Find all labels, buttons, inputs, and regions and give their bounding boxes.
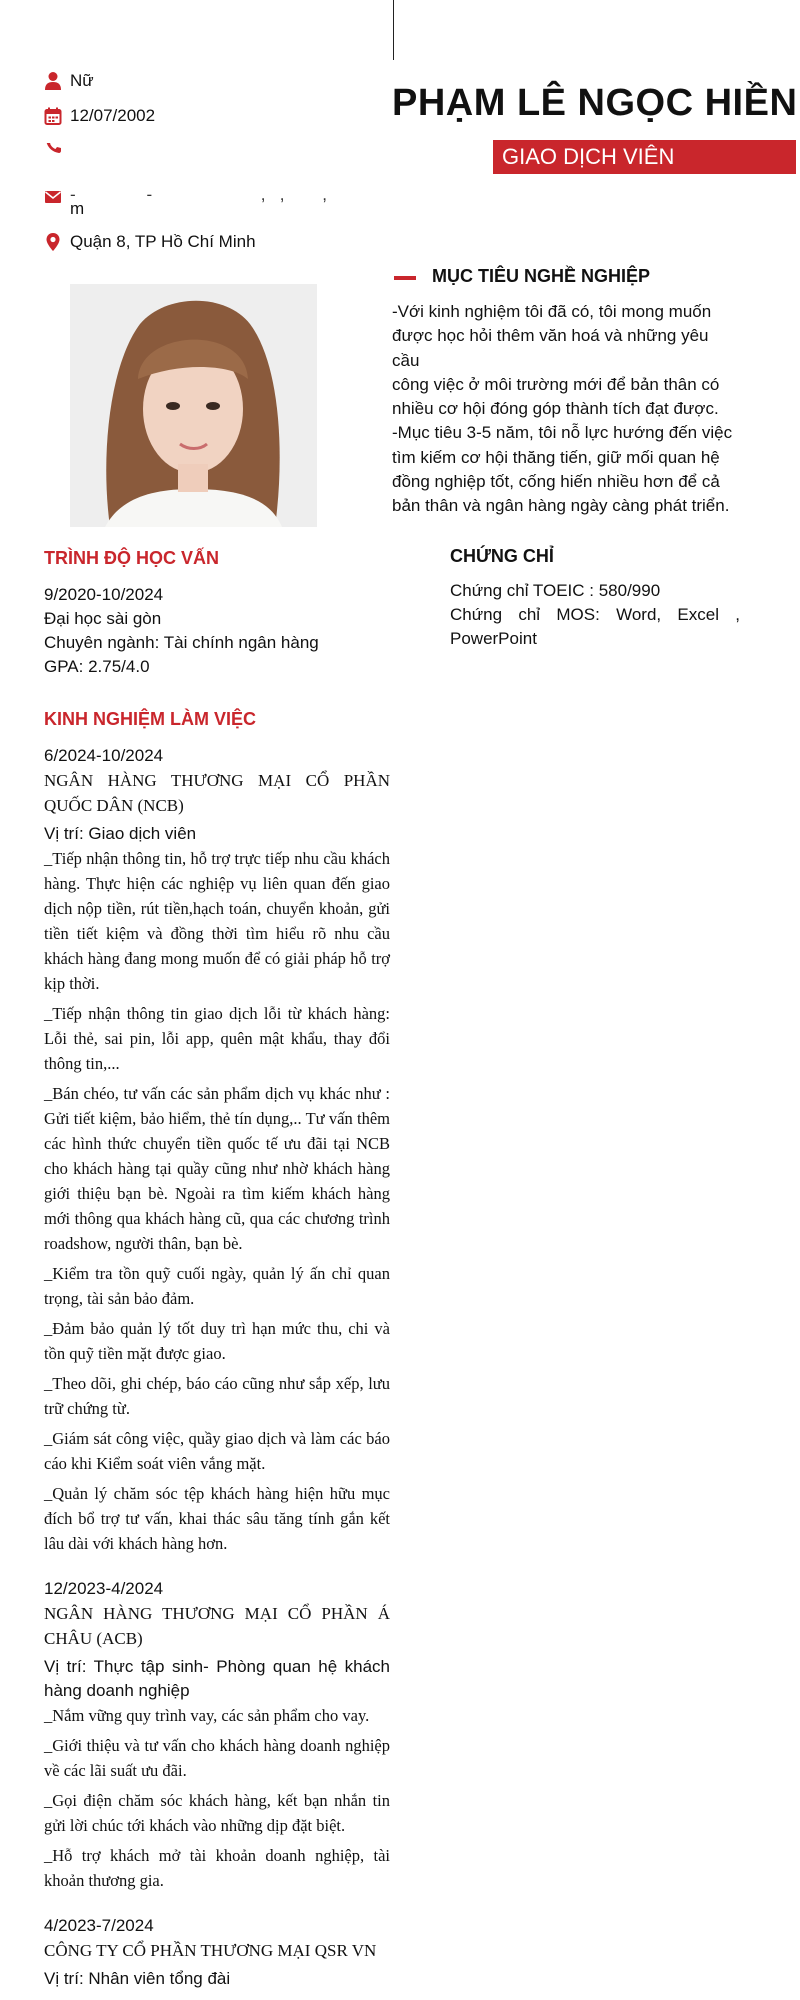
education-section	[44, 583, 319, 679]
objective-line: công việc ở môi trường mới để bản thân có	[392, 374, 720, 394]
job-bullet: _Gọi điện chăm sóc khách hàng, kết bạn nhắn tin gửi lời chúc tới khách vào những dịp đặt biệt.	[44, 1791, 390, 1835]
phone-icon	[44, 143, 62, 155]
cert-mos: Chứng chỉ MOS: Word, Excel ,	[450, 605, 740, 624]
header-divider	[393, 0, 394, 60]
objective-line: bản thân và ngân hàng ngày càng phát triển.	[392, 496, 730, 516]
job-entry-acb	[44, 1577, 390, 1898]
gender-text: Nữ	[70, 71, 94, 90]
objective-line: nhiều cơ hội đóng góp thành tích đạt được.	[392, 399, 719, 419]
job-bullet: _Kiểm tra tồn quỹ cuối ngày, quản lý ấn chỉ quan trọng, tài sản bảo đảm.	[44, 1264, 390, 1308]
objective-line: tìm kiếm cơ hội thăng tiến, giữ mối quan hệ	[392, 447, 720, 467]
job-period: 12/2023-4/2024	[44, 1579, 164, 1598]
user-icon	[44, 71, 62, 91]
job-bullet: _Giới thiệu và tư vấn cho khách hàng doanh nghiệp về các lãi suất ưu đãi.	[44, 1736, 390, 1780]
objective-accent-bar	[394, 276, 416, 280]
role-banner: GIAO DỊCH VIÊN	[493, 140, 796, 174]
job-bullet: _Tiếp nhận thông tin, hỗ trợ trực tiếp nhu cầu khách hàng. Thực hiện các nghiệp vụ liên quan đến giao dịch nộp tiền, rút tiền,hạch toán, chuyển khoản, gửi tiền tiết kiệm và đồng thời tìm hiểu rõ nhu cầu khách hàng đang mong muốn để có giải pháp hỗ trợ kịp thời.	[44, 849, 390, 993]
cert-toeic: Chứng chỉ TOEIC : 580/990	[450, 581, 661, 600]
certificates-heading: CHỨNG CHỈ	[450, 546, 554, 566]
education-gpa: GPA: 2.75/4.0	[44, 657, 150, 676]
job-bullet: _Quản lý chăm sóc tệp khách hàng hiện hữu mục đích bổ trợ tư vấn, khai thác sâu tăng tính gắn kết lâu dài với khách hàng hơn.	[44, 1484, 390, 1553]
job-period: 6/2024-10/2024	[44, 746, 164, 765]
education-heading: TRÌNH ĐỘ HỌC VẤN	[44, 548, 219, 568]
birthdate-text: 12/07/2002	[70, 106, 156, 125]
job-bullet: _Giám sát công việc, quầy giao dịch và làm các báo cáo khi Kiểm soát viên vắng mặt.	[44, 1429, 390, 1473]
experience-heading: KINH NGHIỆM LÀM VIỆC	[44, 709, 257, 729]
job-company: NGÂN HÀNG THƯƠNG MẠI CỔ PHẦN QUỐC DÂN (NCB)	[44, 771, 390, 815]
job-position: Vị trí: Thực tập sinh- Phòng quan hệ khách hàng doanh nghiệp	[44, 1657, 390, 1700]
job-company: CÔNG TY CỔ PHẦN THƯƠNG MẠI QSR VN	[44, 1941, 377, 1960]
education-school: Đại học sài gòn	[44, 609, 162, 628]
profile-photo	[70, 284, 317, 527]
objective-line: được học hỏi thêm văn hoá và những yêu cầu	[392, 326, 709, 370]
objective-line: -Với kinh nghiệm tôi đã có, tôi mong muốn	[392, 302, 712, 321]
job-bullet: _Tiếp nhận thông tin giao dịch lỗi từ khách hàng: Lỗi thẻ, sai pin, lỗi app, quên mật khẩu, thay đổi thông tin,...	[44, 1004, 390, 1073]
mail-icon	[44, 187, 62, 207]
candidate-name: PHẠM LÊ NGỌC HIỀN	[392, 82, 798, 124]
job-bullet: _Nắm vững quy trình vay, các sản phẩm cho vay.	[44, 1706, 370, 1725]
job-period: 4/2023-7/2024	[44, 1916, 154, 1935]
job-bullet: _Đảm bảo quản lý tốt duy trì hạn mức thu, chi và tồn quỹ tiền mặt được giao.	[44, 1319, 390, 1363]
contact-phone	[44, 143, 64, 157]
job-entry-ncb	[44, 744, 390, 1561]
job-entry-qsr	[44, 1914, 390, 1991]
objective-text	[392, 300, 740, 519]
education-period: 9/2020-10/2024	[44, 585, 164, 604]
objective-heading: MỤC TIÊU NGHỀ NGHIỆP	[432, 266, 651, 286]
email-overlap-text: - - , , ,	[70, 185, 327, 204]
job-position: Vị trí: Giao dịch viên	[44, 824, 197, 843]
calendar-icon	[44, 106, 62, 126]
location-icon	[44, 232, 62, 252]
certificates-section	[450, 579, 740, 651]
cert-mos-cont: PowerPoint	[450, 629, 537, 648]
objective-line: đồng nghiệp tốt, cống hiến nhiều hơn để cả	[392, 472, 720, 492]
job-bullet: _Theo dõi, ghi chép, báo cáo cũng như sắp xếp, lưu trữ chứng từ.	[44, 1374, 390, 1418]
education-major: Chuyên ngành: Tài chính ngân hàng	[44, 633, 319, 652]
job-bullet: _Hỗ trợ khách mở tài khoản doanh nghiệp, tài khoản thương gia.	[44, 1846, 390, 1890]
email-text: m	[70, 199, 85, 218]
address-text: Quận 8, TP Hồ Chí Minh	[70, 232, 256, 251]
job-position: Vị trí: Nhân viên tổng đài	[44, 1969, 231, 1988]
objective-line: -Mục tiêu 3-5 năm, tôi nỗ lực hướng đến việc	[392, 423, 733, 443]
job-bullet: _Bán chéo, tư vấn các sản phẩm dịch vụ khác như : Gửi tiết kiệm, bảo hiểm, thẻ tín dụng,.. Tư vấn thêm các hình thức chuyển tiền quốc tế ưu đãi tại NCB cho khách hàng tại quầy cũng như nhờ khách hàng giới thiệu bạn bè. Ngoài ra tìm kiếm khách hàng mới thông qua khách hàng cũ, qua các chương trình roadshow, người thân, bạn bè.	[44, 1084, 390, 1253]
job-company: NGÂN HÀNG THƯƠNG MẠI CỔ PHẦN Á CHÂU (ACB)	[44, 1604, 390, 1648]
